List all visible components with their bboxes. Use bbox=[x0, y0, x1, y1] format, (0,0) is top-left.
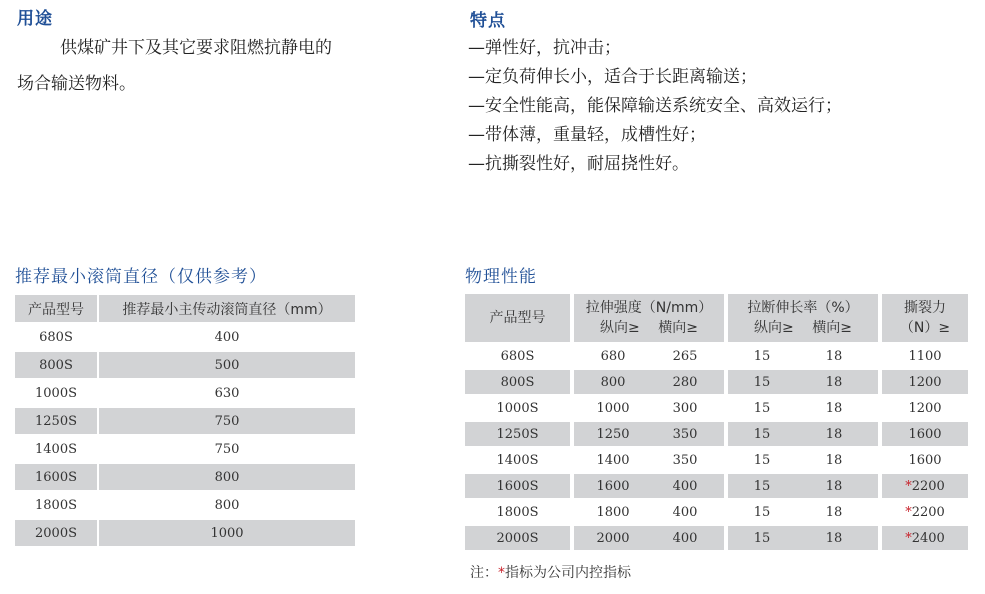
phys-cell-strength bbox=[574, 498, 728, 524]
phys-cell-elong-long: 15 bbox=[753, 478, 771, 494]
phys-cell-strength-trans: 400 bbox=[672, 530, 698, 546]
phys-cell-model: 1250S bbox=[465, 420, 574, 446]
phys-cell-elongation bbox=[728, 446, 882, 472]
physical-properties-table bbox=[465, 294, 968, 550]
phys-header-tear bbox=[882, 294, 968, 342]
phys-header-model: 产品型号 bbox=[465, 294, 574, 342]
table-row bbox=[15, 378, 355, 406]
table-row bbox=[15, 406, 355, 434]
footnote-text: 指标为公司内控指标 bbox=[505, 565, 631, 581]
features-list bbox=[468, 34, 842, 179]
phys-cell-strength-trans: 300 bbox=[672, 400, 698, 416]
roller-cell-model: 1800S bbox=[15, 490, 99, 518]
phys-cell-elong-trans: 18 bbox=[825, 530, 843, 546]
roller-cell-model: 1600S bbox=[15, 462, 99, 490]
phys-cell-strength-trans: 400 bbox=[672, 504, 698, 520]
feature-item: —定负荷伸长小，适合于长距离输送； bbox=[468, 67, 757, 87]
phys-cell-strength-long: 1600 bbox=[596, 478, 630, 494]
phys-cell-tear bbox=[882, 368, 968, 394]
feature-item: —安全性能高，能保障输送系统安全、高效运行； bbox=[468, 96, 842, 116]
phys-cell-tear-value: 2400 bbox=[911, 530, 945, 546]
phys-cell-tear-value: 2200 bbox=[911, 504, 945, 520]
usage-text-line2: 场合输送物料。 bbox=[17, 74, 136, 94]
phys-header-strength bbox=[574, 294, 728, 342]
feature-item: —弹性好，抗冲击； bbox=[468, 38, 621, 58]
phys-cell-elongation bbox=[728, 342, 882, 368]
phys-cell-strength-trans: 280 bbox=[672, 374, 698, 390]
phys-cell-strength-long: 1000 bbox=[596, 400, 630, 416]
phys-cell-model: 1600S bbox=[465, 472, 574, 498]
phys-cell-strength bbox=[574, 446, 728, 472]
roller-cell-diameter: 400 bbox=[99, 322, 355, 350]
phys-cell-elong-trans: 18 bbox=[825, 504, 843, 520]
phys-cell-elongation bbox=[728, 498, 882, 524]
phys-cell-tear bbox=[882, 394, 968, 420]
roller-header-diameter: 推荐最小主传动滚筒直径（mm） bbox=[122, 301, 332, 318]
phys-header-elongation bbox=[728, 294, 882, 342]
phys-cell-elong-long: 15 bbox=[753, 400, 771, 416]
phys-header-strength-label: 拉伸强度（N/mm） bbox=[585, 300, 713, 316]
phys-cell-elong-trans: 18 bbox=[825, 478, 843, 494]
phys-cell-elongation bbox=[728, 368, 882, 394]
phys-cell-elong-long: 15 bbox=[753, 426, 771, 442]
phys-cell-model: 1000S bbox=[465, 394, 574, 420]
phys-cell-model: 1400S bbox=[465, 446, 574, 472]
table-row bbox=[465, 446, 968, 472]
phys-cell-tear bbox=[882, 524, 968, 550]
roller-cell-diameter: 750 bbox=[99, 406, 355, 434]
phys-cell-strength bbox=[574, 394, 728, 420]
roller-cell-model: 1000S bbox=[15, 378, 99, 406]
phys-cell-strength-long: 2000 bbox=[596, 530, 630, 546]
roller-cell-model: 1250S bbox=[15, 406, 99, 434]
phys-cell-elongation bbox=[728, 420, 882, 446]
footnote-star: * bbox=[498, 565, 505, 581]
table-row bbox=[465, 498, 968, 524]
phys-cell-tear-value: 1200 bbox=[908, 374, 942, 390]
feature-item: —抗撕裂性好，耐屈挠性好。 bbox=[468, 154, 689, 174]
phys-cell-strength bbox=[574, 420, 728, 446]
phys-header-elongation-label: 拉断伸长率（%） bbox=[747, 300, 859, 316]
usage-title: 用途 bbox=[17, 9, 53, 29]
roller-cell-model: 1400S bbox=[15, 434, 99, 462]
phys-cell-tear-value: 1200 bbox=[908, 400, 942, 416]
star-marker: * bbox=[905, 478, 912, 494]
roller-table-title: 推荐最小滚筒直径（仅供参考） bbox=[15, 267, 267, 287]
table-row bbox=[15, 490, 355, 518]
roller-diameter-table bbox=[15, 295, 355, 546]
roller-cell-diameter: 630 bbox=[99, 378, 355, 406]
phys-cell-strength bbox=[574, 524, 728, 550]
phys-cell-tear bbox=[882, 420, 968, 446]
star-marker: * bbox=[905, 530, 912, 546]
phys-cell-strength-long: 800 bbox=[600, 374, 626, 390]
table-row bbox=[15, 350, 355, 378]
phys-header-elongation-sub: 纵向≥ 横向≥ bbox=[754, 320, 852, 336]
phys-cell-elong-trans: 18 bbox=[825, 452, 843, 468]
phys-cell-tear bbox=[882, 498, 968, 524]
phys-cell-elong-long: 15 bbox=[753, 504, 771, 520]
phys-cell-strength bbox=[574, 342, 728, 368]
table-row bbox=[465, 472, 968, 498]
phys-cell-strength-trans: 350 bbox=[672, 426, 698, 442]
phys-header-tear-label: 撕裂力 bbox=[904, 300, 946, 316]
phys-cell-strength-long: 1800 bbox=[596, 504, 630, 520]
table-row bbox=[15, 434, 355, 462]
roller-cell-diameter: 800 bbox=[99, 490, 355, 518]
physical-table-title: 物理性能 bbox=[465, 267, 537, 287]
phys-cell-strength bbox=[574, 472, 728, 498]
phys-cell-strength-long: 1400 bbox=[596, 452, 630, 468]
feature-item: —带体薄，重量轻，成槽性好； bbox=[468, 125, 706, 145]
roller-cell-model: 800S bbox=[15, 350, 99, 378]
roller-header-model: 产品型号 bbox=[15, 295, 99, 322]
roller-cell-diameter: 750 bbox=[99, 434, 355, 462]
phys-cell-tear-value: 1100 bbox=[908, 348, 942, 364]
phys-cell-model: 800S bbox=[465, 368, 574, 394]
phys-cell-tear-value: 2200 bbox=[911, 478, 945, 494]
phys-cell-strength bbox=[574, 368, 728, 394]
roller-cell-diameter: 800 bbox=[99, 462, 355, 490]
roller-cell-diameter: 500 bbox=[99, 350, 355, 378]
phys-cell-strength-trans: 350 bbox=[672, 452, 698, 468]
usage-text-line1: 供煤矿井下及其它要求阻燃抗静电的 bbox=[60, 38, 332, 58]
phys-cell-tear bbox=[882, 472, 968, 498]
table-row bbox=[465, 524, 968, 550]
phys-cell-elong-trans: 18 bbox=[825, 400, 843, 416]
table-row bbox=[15, 518, 355, 546]
phys-cell-elongation bbox=[728, 524, 882, 550]
phys-cell-strength-long: 1250 bbox=[596, 426, 630, 442]
table-row bbox=[465, 368, 968, 394]
roller-cell-model: 680S bbox=[15, 322, 99, 350]
phys-cell-model: 1800S bbox=[465, 498, 574, 524]
footnote bbox=[470, 562, 631, 582]
phys-cell-elong-long: 15 bbox=[753, 530, 771, 546]
roller-cell-model: 2000S bbox=[15, 518, 99, 546]
phys-cell-model: 680S bbox=[465, 342, 574, 368]
phys-cell-elong-long: 15 bbox=[753, 452, 771, 468]
table-row bbox=[15, 462, 355, 490]
table-row bbox=[465, 420, 968, 446]
phys-cell-tear bbox=[882, 446, 968, 472]
phys-cell-tear bbox=[882, 342, 968, 368]
phys-cell-strength-long: 680 bbox=[600, 348, 626, 364]
phys-cell-tear-value: 1600 bbox=[908, 452, 942, 468]
phys-cell-elong-trans: 18 bbox=[825, 348, 843, 364]
phys-cell-elong-long: 15 bbox=[753, 348, 771, 364]
features-title: 特点 bbox=[470, 11, 506, 31]
phys-cell-elongation bbox=[728, 472, 882, 498]
phys-header-strength-sub: 纵向≥ 横向≥ bbox=[600, 320, 698, 336]
phys-cell-elong-trans: 18 bbox=[825, 426, 843, 442]
phys-cell-model: 2000S bbox=[465, 524, 574, 550]
table-row bbox=[15, 322, 355, 350]
phys-cell-elong-trans: 18 bbox=[825, 374, 843, 390]
footnote-prefix: 注： bbox=[470, 565, 498, 581]
phys-cell-elongation bbox=[728, 394, 882, 420]
phys-cell-elong-long: 15 bbox=[753, 374, 771, 390]
phys-header-tear-sub: （N）≥ bbox=[899, 320, 951, 336]
star-marker: * bbox=[905, 504, 912, 520]
phys-cell-strength-trans: 265 bbox=[672, 348, 698, 364]
table-row bbox=[465, 394, 968, 420]
roller-cell-diameter: 1000 bbox=[99, 518, 355, 546]
table-row bbox=[465, 342, 968, 368]
phys-cell-tear-value: 1600 bbox=[908, 426, 942, 442]
phys-cell-strength-trans: 400 bbox=[672, 478, 698, 494]
